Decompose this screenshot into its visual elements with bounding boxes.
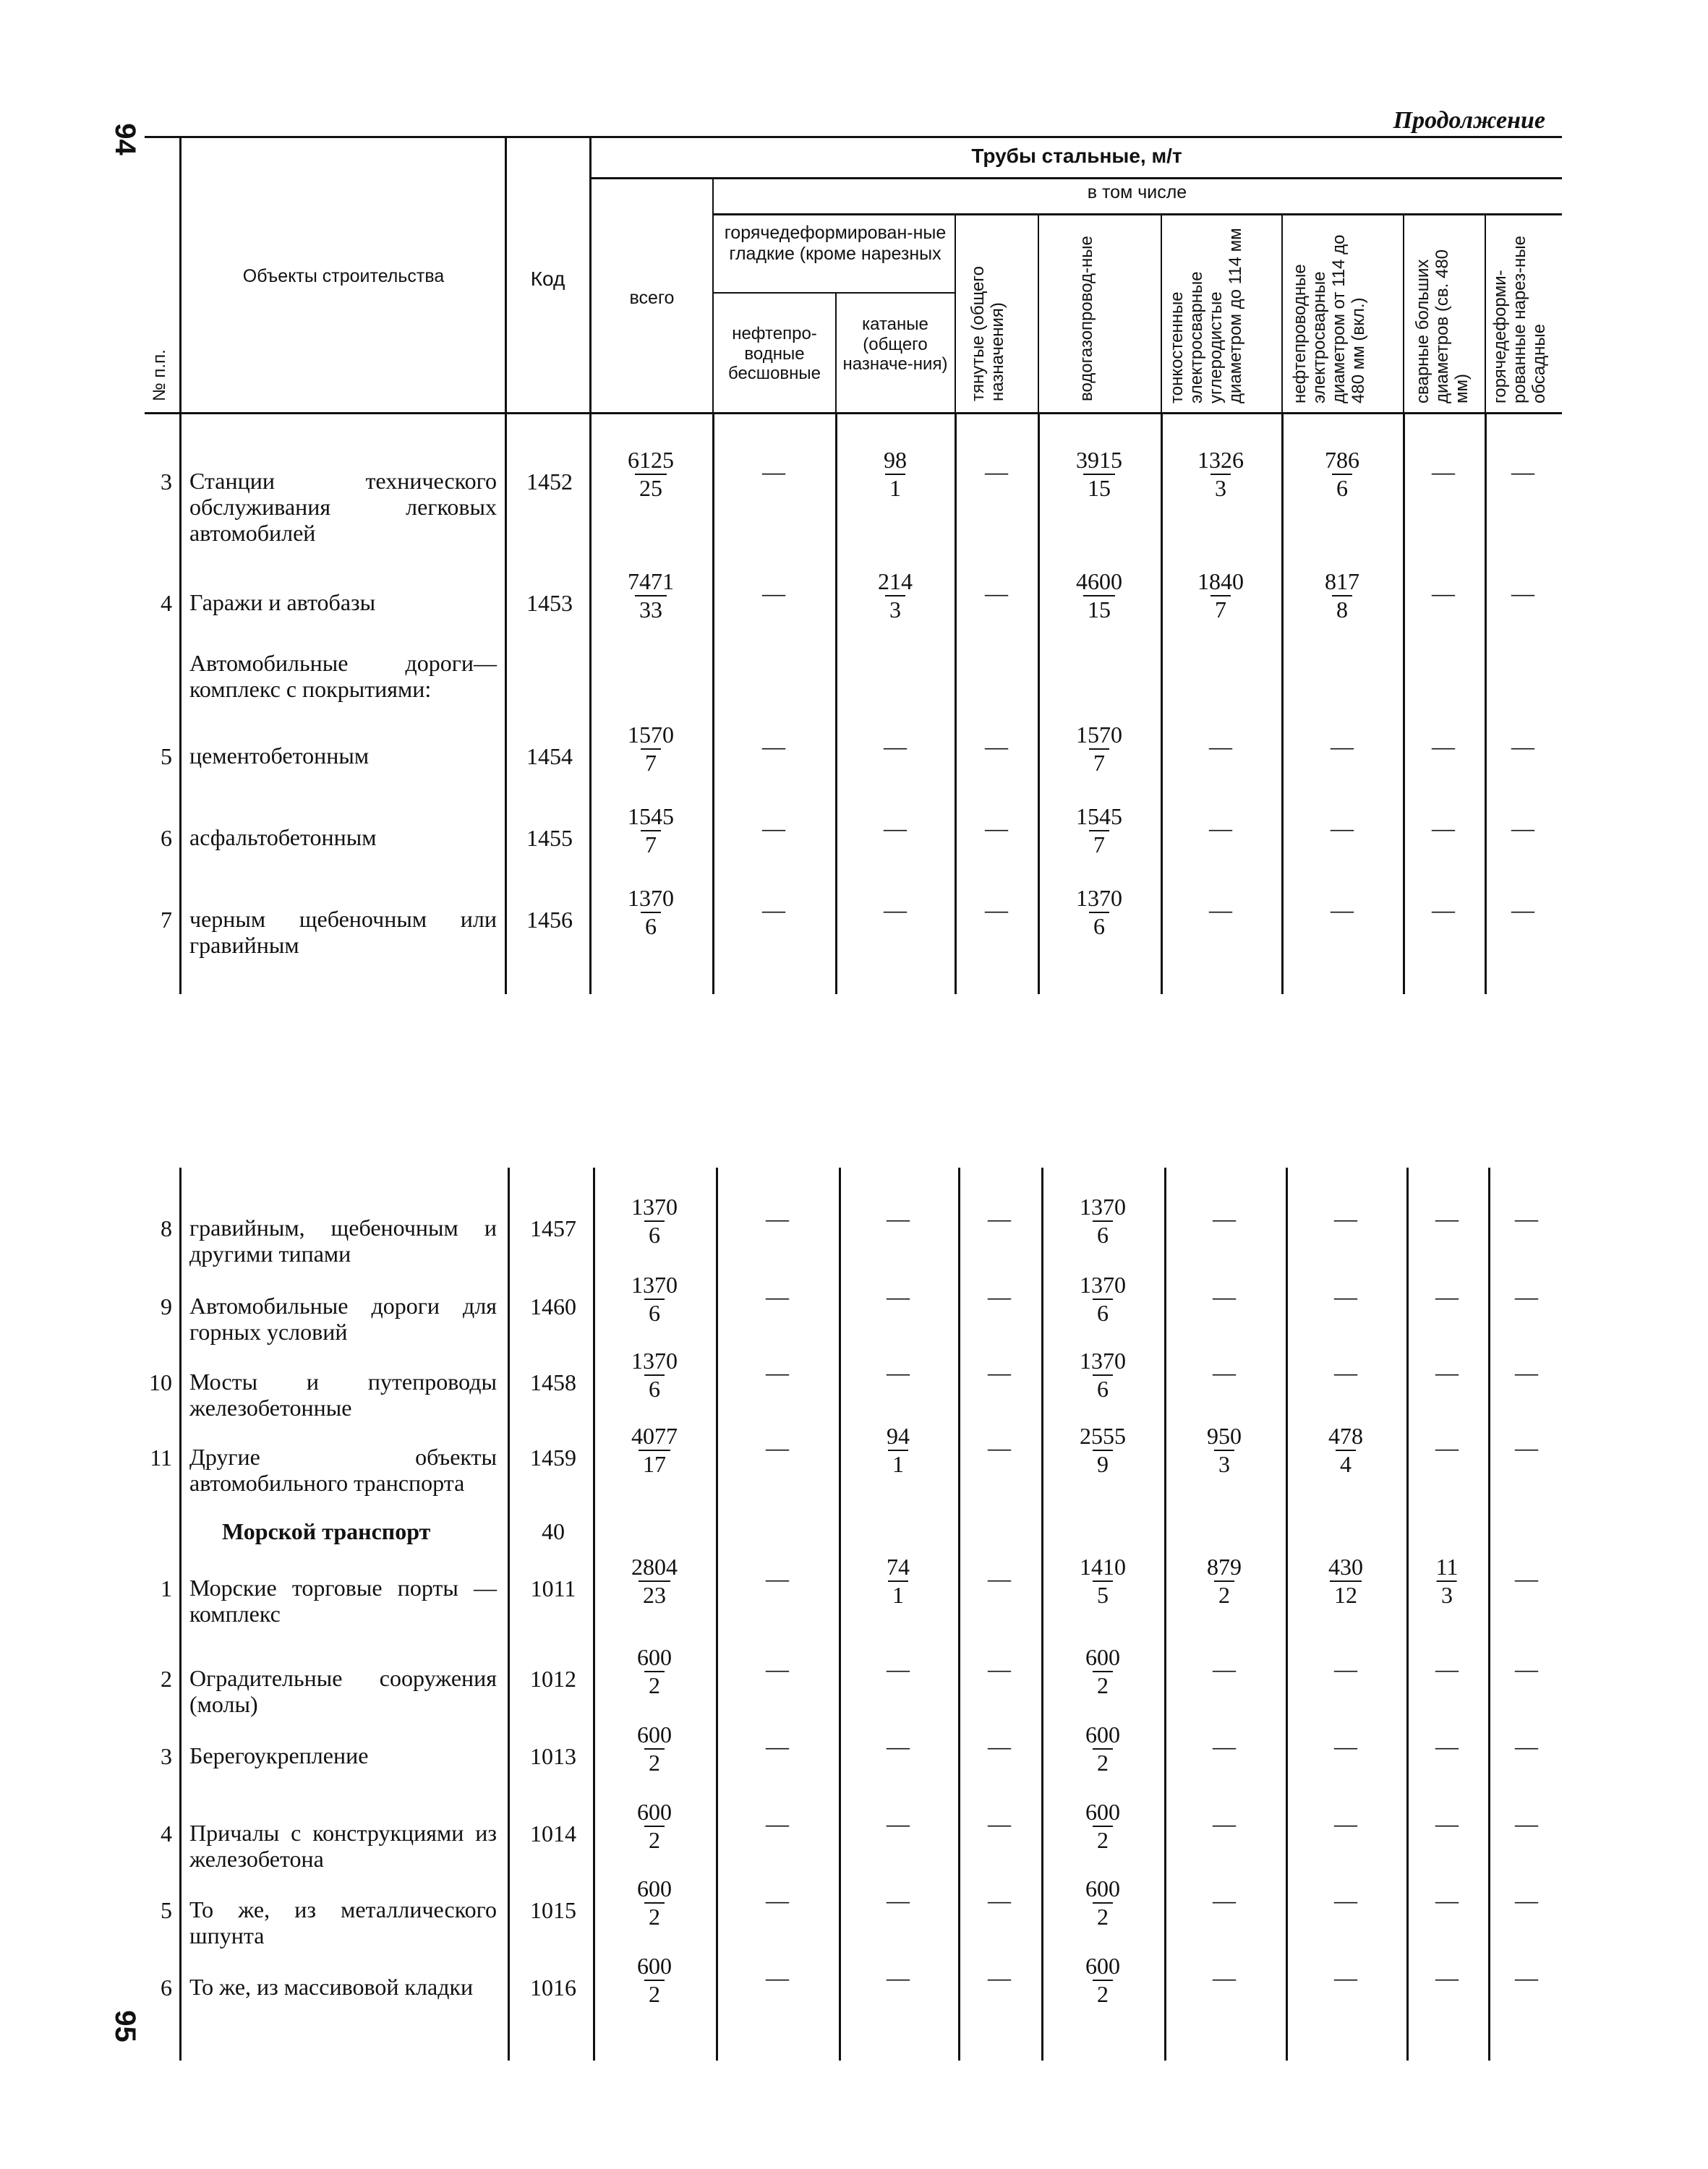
- fraction-denominator: 6: [641, 912, 661, 940]
- fraction-numerator: 1370: [631, 1272, 678, 1298]
- fraction-numerator: 2555: [1080, 1423, 1126, 1449]
- fraction-denominator: 3: [1214, 1450, 1234, 1478]
- fraction-cell: [1080, 1348, 1126, 1403]
- fraction-denominator: 4: [1336, 1450, 1356, 1478]
- empty-cell-dash: —: [985, 733, 1008, 759]
- empty-cell-dash: —: [1213, 1656, 1236, 1682]
- empty-cell-dash: —: [1435, 1656, 1459, 1682]
- fraction-numerator: 1370: [1080, 1194, 1126, 1220]
- empty-cell-dash: —: [985, 897, 1008, 923]
- fraction-numerator: 1840: [1197, 568, 1244, 594]
- row-object: Автомобильные дороги—комплекс с покрытиями:: [189, 650, 497, 702]
- empty-cell-dash: —: [884, 897, 907, 923]
- fraction-cell: [1076, 803, 1122, 858]
- empty-cell-dash: —: [988, 1359, 1011, 1385]
- fraction-numerator: 600: [637, 1721, 672, 1747]
- row-code: 1455: [526, 825, 573, 851]
- row-code: 1452: [526, 469, 573, 495]
- header-oil-seamless: нефтепро-водные бесшовные: [727, 324, 821, 384]
- fraction-numerator: 600: [637, 1799, 672, 1825]
- empty-cell-dash: —: [1334, 1205, 1357, 1231]
- empty-cell-dash: —: [988, 1964, 1011, 1990]
- fraction-cell: [1197, 568, 1244, 623]
- empty-cell-dash: —: [766, 1434, 789, 1460]
- fraction-numerator: 786: [1325, 447, 1359, 473]
- row-object: То же, из массивовой кладки: [189, 1974, 474, 2000]
- header-pipes: Трубы стальные, м/т: [971, 145, 1182, 167]
- empty-cell-dash: —: [1432, 815, 1455, 841]
- row-number: 7: [161, 907, 172, 933]
- empty-cell-dash: —: [762, 733, 785, 759]
- empty-cell-dash: —: [1515, 1733, 1538, 1759]
- fraction-cell: [628, 568, 674, 623]
- empty-cell-dash: —: [766, 1810, 789, 1836]
- fraction-numerator: 7471: [628, 568, 674, 594]
- fraction-denominator: 23: [639, 1580, 670, 1609]
- empty-cell-dash: —: [1334, 1656, 1357, 1682]
- fraction-cell: [637, 1875, 672, 1930]
- fraction-denominator: 7: [1089, 830, 1109, 858]
- fraction-cell: [1080, 1272, 1126, 1327]
- fraction-denominator: 1: [888, 1580, 908, 1609]
- fraction-numerator: 4600: [1076, 568, 1122, 594]
- fraction-cell: [1080, 1554, 1126, 1609]
- fraction-denominator: 1: [888, 1450, 908, 1478]
- empty-cell-dash: —: [985, 815, 1008, 841]
- empty-cell-dash: —: [887, 1656, 910, 1682]
- fraction-numerator: 1545: [1076, 803, 1122, 829]
- fraction-numerator: 2804: [631, 1554, 678, 1580]
- empty-cell-dash: —: [1515, 1434, 1538, 1460]
- fraction-denominator: 9: [1093, 1450, 1113, 1478]
- fraction-cell: [631, 1554, 678, 1609]
- empty-cell-dash: —: [887, 1733, 910, 1759]
- fraction-cell: [1085, 1644, 1120, 1699]
- fraction-cell: [1207, 1554, 1242, 1609]
- fraction-denominator: 6: [1093, 1374, 1113, 1403]
- section-heading: Морской транспорт: [222, 1518, 431, 1544]
- fraction-denominator: 6: [644, 1299, 665, 1327]
- empty-cell-dash: —: [1515, 1283, 1538, 1309]
- header-hot-group: горячедеформирован-ные гладкие (кроме нарезных: [724, 223, 947, 264]
- fraction-numerator: 1570: [1076, 722, 1122, 748]
- empty-cell-dash: —: [1515, 1964, 1538, 1990]
- fraction-cell: [631, 1272, 678, 1327]
- row-code: 1457: [530, 1215, 576, 1241]
- fraction-numerator: 879: [1207, 1554, 1242, 1580]
- fraction-cell: [1328, 1423, 1363, 1478]
- fraction-cell: [1076, 885, 1122, 940]
- empty-cell-dash: —: [988, 1283, 1011, 1309]
- fraction-denominator: 6: [1089, 912, 1109, 940]
- fraction-denominator: 25: [635, 474, 667, 502]
- fraction-cell: [628, 722, 674, 777]
- fraction-numerator: 11: [1435, 1554, 1459, 1580]
- empty-cell-dash: —: [1515, 1887, 1538, 1913]
- fraction-cell: [631, 1348, 678, 1403]
- row-code: 1012: [530, 1666, 576, 1692]
- fraction-denominator: 6: [644, 1220, 665, 1249]
- fraction-cell: [1436, 1554, 1459, 1609]
- empty-cell-dash: —: [1432, 897, 1455, 923]
- fraction-denominator: 2: [1093, 1671, 1113, 1699]
- empty-cell-dash: —: [1209, 897, 1232, 923]
- empty-cell-dash: —: [1435, 1434, 1459, 1460]
- row-number: 8: [161, 1215, 172, 1241]
- row-number: 4: [161, 1821, 172, 1847]
- fraction-numerator: 1370: [1080, 1272, 1126, 1298]
- fraction-numerator: 1370: [1080, 1348, 1126, 1374]
- header-no: № п.п.: [150, 349, 169, 401]
- empty-cell-dash: —: [1511, 815, 1534, 841]
- row-object: Оградительные сооружения (молы): [189, 1665, 497, 1717]
- empty-cell-dash: —: [766, 1205, 789, 1231]
- fraction-cell: [631, 1423, 678, 1478]
- row-number: 5: [161, 743, 172, 769]
- fraction-numerator: 817: [1325, 568, 1359, 594]
- empty-cell-dash: —: [1432, 733, 1455, 759]
- row-code: 1456: [526, 907, 573, 933]
- header-thin-wall: тонкостенные электросварные углеродистые диаметром до 114 мм: [1167, 228, 1245, 403]
- fraction-numerator: 1370: [1076, 885, 1122, 911]
- empty-cell-dash: —: [766, 1565, 789, 1591]
- fraction-denominator: 2: [644, 1902, 665, 1930]
- empty-cell-dash: —: [887, 1810, 910, 1836]
- fraction-denominator: 7: [1210, 595, 1231, 623]
- fraction-denominator: 2: [644, 1826, 665, 1854]
- fraction-numerator: 1570: [628, 722, 674, 748]
- fraction-cell: [1085, 1875, 1120, 1930]
- fraction-denominator: 15: [1083, 595, 1115, 623]
- row-number: 9: [161, 1293, 172, 1319]
- empty-cell-dash: —: [1435, 1283, 1459, 1309]
- empty-cell-dash: —: [988, 1733, 1011, 1759]
- fraction-numerator: 1370: [631, 1194, 678, 1220]
- row-number: 10: [149, 1369, 172, 1395]
- continuation-label: Продолжение: [1393, 107, 1545, 134]
- fraction-numerator: 600: [637, 1644, 672, 1670]
- empty-cell-dash: —: [1432, 458, 1455, 484]
- empty-cell-dash: —: [1209, 815, 1232, 841]
- row-number: 11: [150, 1445, 172, 1471]
- fraction-denominator: 3: [1437, 1580, 1457, 1609]
- header-code: Код: [530, 268, 565, 290]
- empty-cell-dash: —: [1511, 733, 1534, 759]
- row-code: 1454: [526, 743, 573, 769]
- fraction-numerator: 600: [637, 1953, 672, 1979]
- empty-cell-dash: —: [1511, 580, 1534, 606]
- empty-cell-dash: —: [985, 580, 1008, 606]
- empty-cell-dash: —: [1334, 1283, 1357, 1309]
- fraction-denominator: 2: [644, 1980, 665, 2008]
- fraction-cell: [1207, 1423, 1242, 1478]
- empty-cell-dash: —: [766, 1656, 789, 1682]
- empty-cell-dash: —: [1435, 1964, 1459, 1990]
- fraction-denominator: 2: [1093, 1748, 1113, 1776]
- fraction-denominator: 33: [635, 595, 667, 623]
- fraction-denominator: 2: [1214, 1580, 1234, 1609]
- empty-cell-dash: —: [1435, 1205, 1459, 1231]
- empty-cell-dash: —: [1213, 1733, 1236, 1759]
- empty-cell-dash: —: [1515, 1656, 1538, 1682]
- empty-cell-dash: —: [1213, 1964, 1236, 1990]
- row-number: 4: [161, 590, 172, 616]
- fraction-numerator: 1370: [628, 885, 674, 911]
- fraction-denominator: 3: [885, 595, 905, 623]
- fraction-denominator: 5: [1093, 1580, 1113, 1609]
- fraction-cell: [628, 803, 674, 858]
- empty-cell-dash: —: [1511, 458, 1534, 484]
- row-code: 1013: [530, 1743, 576, 1769]
- fraction-denominator: 3: [1210, 474, 1231, 502]
- fraction-denominator: 6: [644, 1374, 665, 1403]
- header-drawn: тянутые (общего назначения): [968, 266, 1007, 401]
- row-code: 1458: [530, 1369, 576, 1395]
- row-number: 6: [161, 1975, 172, 2001]
- empty-cell-dash: —: [884, 815, 907, 841]
- fraction-numerator: 74: [887, 1554, 910, 1580]
- row-number: 1: [161, 1575, 172, 1601]
- row-object: Морские торговые порты — комплекс: [189, 1575, 497, 1627]
- fraction-cell: [637, 1721, 672, 1776]
- fraction-denominator: 6: [1093, 1299, 1113, 1327]
- fraction-numerator: 1545: [628, 803, 674, 829]
- row-number: 3: [161, 1743, 172, 1769]
- fraction-cell: [887, 1423, 910, 1478]
- header-total: всего: [629, 288, 675, 308]
- fraction-numerator: 1410: [1080, 1554, 1126, 1580]
- row-object: Автомобильные дороги для горных условий: [189, 1293, 497, 1345]
- row-code: 1459: [530, 1445, 576, 1471]
- row-object: асфальтобетонным: [189, 824, 377, 850]
- empty-cell-dash: —: [762, 815, 785, 841]
- fraction-numerator: 6125: [628, 447, 674, 473]
- fraction-denominator: 2: [1093, 1980, 1113, 2008]
- row-code: 1011: [530, 1575, 576, 1601]
- empty-cell-dash: —: [988, 1656, 1011, 1682]
- empty-cell-dash: —: [1334, 1887, 1357, 1913]
- empty-cell-dash: —: [1334, 1359, 1357, 1385]
- empty-cell-dash: —: [1515, 1565, 1538, 1591]
- fraction-cell: [628, 447, 674, 502]
- fraction-numerator: 600: [1085, 1644, 1120, 1670]
- fraction-cell: [1080, 1194, 1126, 1249]
- fraction-numerator: 600: [1085, 1875, 1120, 1901]
- row-object: черным щебеночным или гравийным: [189, 906, 497, 958]
- empty-cell-dash: —: [1432, 580, 1455, 606]
- header-rolled: катаные (общего назначе-ния): [842, 315, 948, 375]
- empty-cell-dash: —: [1515, 1205, 1538, 1231]
- empty-cell-dash: —: [884, 733, 907, 759]
- row-code: 1460: [530, 1293, 576, 1319]
- empty-cell-dash: —: [988, 1565, 1011, 1591]
- empty-cell-dash: —: [985, 458, 1008, 484]
- header-including: в том числе: [1087, 182, 1187, 202]
- row-object: Берегоукрепление: [189, 1742, 369, 1768]
- row-code: 1015: [530, 1897, 576, 1923]
- row-object: Мосты и путепроводы железобетонные: [189, 1369, 497, 1421]
- row-object: Другие объекты автомобильного транспорта: [189, 1444, 497, 1496]
- header-welded-large: сварные больших диаметров (св. 480 мм): [1413, 249, 1472, 403]
- empty-cell-dash: —: [887, 1887, 910, 1913]
- row-code: 1016: [530, 1975, 576, 2001]
- fraction-numerator: 98: [884, 447, 907, 473]
- empty-cell-dash: —: [887, 1359, 910, 1385]
- header-hot-threaded: горячедеформи-рованные нарез-ные обсадные: [1490, 236, 1549, 403]
- empty-cell-dash: —: [988, 1810, 1011, 1836]
- empty-cell-dash: —: [1213, 1283, 1236, 1309]
- empty-cell-dash: —: [1213, 1887, 1236, 1913]
- empty-cell-dash: —: [1334, 1964, 1357, 1990]
- row-number: 6: [161, 825, 172, 851]
- fraction-cell: [1076, 568, 1122, 623]
- row-object: Причалы с конструкциями из железобетона: [189, 1820, 497, 1872]
- fraction-numerator: 3915: [1076, 447, 1122, 473]
- empty-cell-dash: —: [1511, 897, 1534, 923]
- fraction-cell: [884, 447, 907, 502]
- empty-cell-dash: —: [762, 897, 785, 923]
- header-objects: Объекты строительства: [242, 266, 445, 286]
- empty-cell-dash: —: [1435, 1887, 1459, 1913]
- header-oil-electric: нефтепроводные электросварные диаметром от 114 до 480 мм (вкл.): [1290, 234, 1368, 403]
- empty-cell-dash: —: [988, 1434, 1011, 1460]
- fraction-numerator: 430: [1328, 1554, 1363, 1580]
- fraction-cell: [887, 1554, 910, 1609]
- fraction-cell: [1076, 722, 1122, 777]
- fraction-cell: [1085, 1721, 1120, 1776]
- page-number-top: 94: [108, 123, 141, 155]
- fraction-cell: [637, 1953, 672, 2008]
- empty-cell-dash: —: [1515, 1359, 1538, 1385]
- empty-cell-dash: —: [1213, 1810, 1236, 1836]
- fraction-cell: [1085, 1953, 1120, 2008]
- row-object: То же, из металлического шпунта: [189, 1896, 497, 1948]
- empty-cell-dash: —: [1435, 1359, 1459, 1385]
- row-number: 2: [161, 1666, 172, 1692]
- fraction-numerator: 4077: [631, 1423, 678, 1449]
- empty-cell-dash: —: [762, 580, 785, 606]
- empty-cell-dash: —: [1435, 1810, 1459, 1836]
- fraction-numerator: 478: [1328, 1423, 1363, 1449]
- empty-cell-dash: —: [887, 1964, 910, 1990]
- fraction-cell: [1325, 447, 1359, 502]
- empty-cell-dash: —: [766, 1359, 789, 1385]
- empty-cell-dash: —: [1209, 733, 1232, 759]
- empty-cell-dash: —: [1334, 1733, 1357, 1759]
- fraction-numerator: 600: [1085, 1799, 1120, 1825]
- row-number: 3: [161, 469, 172, 495]
- fraction-cell: [631, 1194, 678, 1249]
- empty-cell-dash: —: [766, 1733, 789, 1759]
- fraction-denominator: 6: [1093, 1220, 1113, 1249]
- fraction-cell: [628, 885, 674, 940]
- empty-cell-dash: —: [1334, 1810, 1357, 1836]
- fraction-numerator: 600: [1085, 1953, 1120, 1979]
- fraction-cell: [1325, 568, 1359, 623]
- fraction-denominator: 2: [1093, 1826, 1113, 1854]
- row-code: 40: [542, 1518, 565, 1544]
- empty-cell-dash: —: [1213, 1359, 1236, 1385]
- row-object: Станции технического обслуживания легковых автомобилей: [189, 468, 497, 546]
- fraction-cell: [1076, 447, 1122, 502]
- fraction-cell: [1080, 1423, 1126, 1478]
- row-object: гравийным, щебеночным и другими типами: [189, 1215, 497, 1267]
- fraction-denominator: 8: [1332, 595, 1352, 623]
- fraction-denominator: 7: [1089, 748, 1109, 777]
- empty-cell-dash: —: [1515, 1810, 1538, 1836]
- page-number-bottom: 95: [108, 2010, 141, 2042]
- fraction-cell: [1085, 1799, 1120, 1854]
- fraction-numerator: 600: [637, 1875, 672, 1901]
- empty-cell-dash: —: [766, 1964, 789, 1990]
- fraction-denominator: 2: [1093, 1902, 1113, 1930]
- fraction-denominator: 6: [1332, 474, 1352, 502]
- fraction-denominator: 7: [641, 748, 661, 777]
- fraction-numerator: 214: [878, 568, 913, 594]
- fraction-numerator: 1326: [1197, 447, 1244, 473]
- empty-cell-dash: —: [887, 1205, 910, 1231]
- fraction-denominator: 17: [639, 1450, 670, 1478]
- fraction-numerator: 1370: [631, 1348, 678, 1374]
- empty-cell-dash: —: [1331, 815, 1354, 841]
- fraction-numerator: 950: [1207, 1423, 1242, 1449]
- fraction-denominator: 7: [641, 830, 661, 858]
- row-object: цементобетонным: [189, 743, 370, 769]
- empty-cell-dash: —: [1331, 733, 1354, 759]
- fraction-denominator: 2: [644, 1671, 665, 1699]
- fraction-denominator: 15: [1083, 474, 1115, 502]
- empty-cell-dash: —: [887, 1283, 910, 1309]
- row-object: Гаражи и автобазы: [189, 589, 376, 615]
- row-number: 5: [161, 1897, 172, 1923]
- empty-cell-dash: —: [988, 1205, 1011, 1231]
- empty-cell-dash: —: [1435, 1733, 1459, 1759]
- fraction-cell: [637, 1799, 672, 1854]
- header-water-gas: водогазопровод-ные: [1077, 236, 1096, 401]
- empty-cell-dash: —: [766, 1887, 789, 1913]
- fraction-denominator: 12: [1330, 1580, 1362, 1609]
- fraction-cell: [637, 1644, 672, 1699]
- empty-cell-dash: —: [1331, 897, 1354, 923]
- fraction-denominator: 2: [644, 1748, 665, 1776]
- empty-cell-dash: —: [762, 458, 785, 484]
- fraction-cell: [878, 568, 913, 623]
- fraction-denominator: 1: [885, 474, 905, 502]
- fraction-cell: [1328, 1554, 1363, 1609]
- row-code: 1453: [526, 590, 573, 616]
- fraction-cell: [1197, 447, 1244, 502]
- empty-cell-dash: —: [988, 1887, 1011, 1913]
- empty-cell-dash: —: [766, 1283, 789, 1309]
- fraction-numerator: 94: [887, 1423, 910, 1449]
- fraction-numerator: 600: [1085, 1721, 1120, 1747]
- row-code: 1014: [530, 1821, 576, 1847]
- empty-cell-dash: —: [1213, 1205, 1236, 1231]
